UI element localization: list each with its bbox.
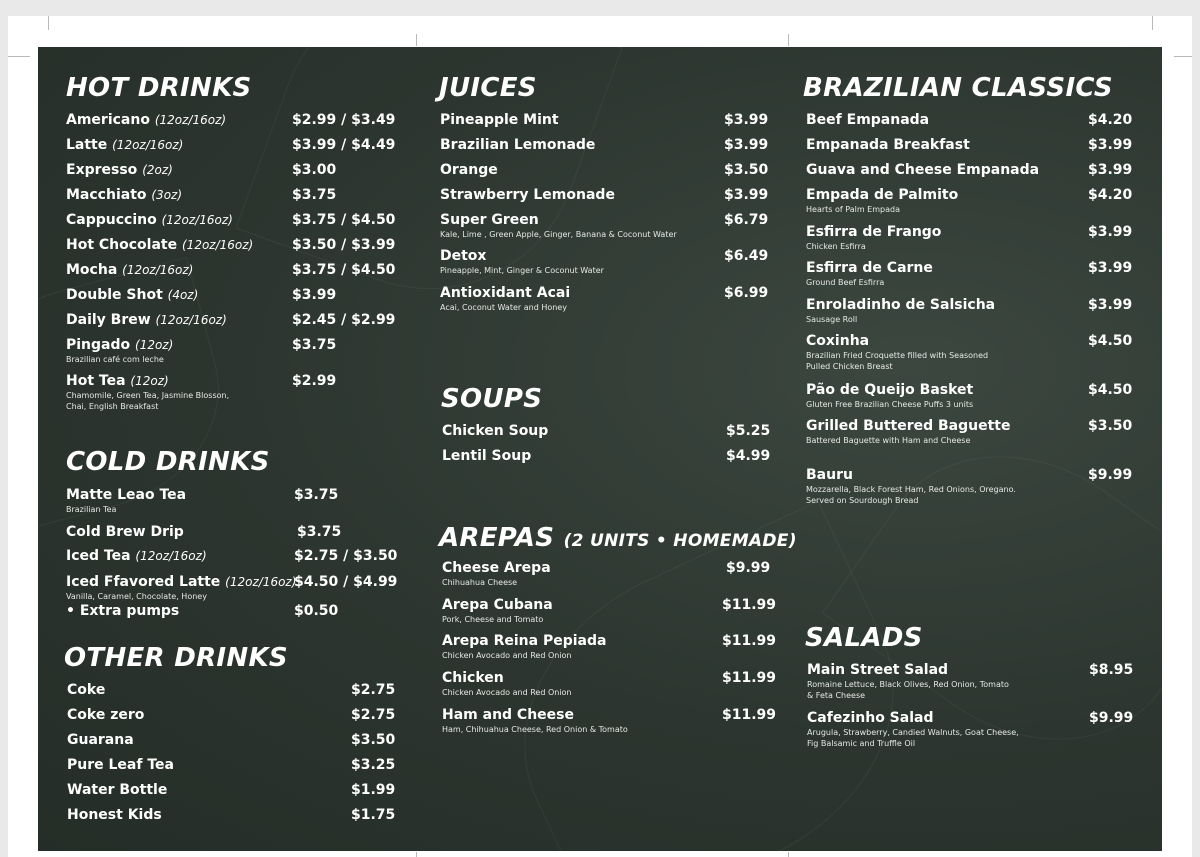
item-description: Pineapple, Mint, Ginger & Coconut Water: [440, 266, 604, 275]
item-price: $3.99: [1088, 297, 1133, 313]
crop-mark: [1152, 16, 1153, 30]
item-price: $4.50: [1088, 333, 1133, 349]
item-price: $9.99: [1089, 710, 1134, 726]
section-title: JUICES: [439, 73, 537, 103]
section-note: (2 UNITS • HOMEMADE): [563, 531, 797, 551]
item-price: $4.20: [1088, 112, 1133, 128]
item-price: $3.99: [1088, 260, 1133, 276]
item-price: $11.99: [722, 597, 777, 613]
crop-mark: [8, 56, 30, 57]
item-price: $2.75 / $3.50: [294, 548, 398, 564]
item-description: Arugula, Strawberry, Candied Walnuts, Goat Cheese, Fig Balsamic and Truffle Oil: [807, 728, 1019, 748]
section-title: SOUPS: [441, 384, 543, 414]
item-price: $1.99: [351, 782, 396, 798]
item-description: Vanilla, Caramel, Chocolate, Honey: [66, 592, 207, 601]
item-price: $9.99: [726, 560, 771, 576]
item-description: Chihuahua Cheese: [442, 578, 518, 587]
item-price: $3.00: [292, 162, 337, 178]
fold-mark: [788, 852, 789, 857]
menu-panel: HOT DRINKS Americano (12oz/16oz) $2.99 / $3.49 Latte (12oz/16oz) $3.99 / $4.49 Expresso (2oz) $3.00 Macchiato (3oz) $3.75 Cappuccino (12oz/16oz) $3.75 / $4.50 Hot Chocolate (12oz/16oz) $3.50 / $3.99 Mocha (12oz/16oz) $3.75 / $4.50 Double Shot (4oz) $3.99 Daily Brew (12oz/16oz) $2.45 / $2.99 Pingado (12oz) Brazilian café com leche $3.75 Hot Tea (12oz) Chamomile, Green Tea, Jasmine Blosson, Chai, English Breakfast $2.99 COLD DRINKS Matte Leao Tea Brazilian Tea $3.75 Cold Brew Drip $3.75 Iced Tea (12oz/16oz) $2.75 / $3.50 Iced Ffavored Latte (12oz/16oz) Vanilla, Caramel, Chocolate, Honey $4.50 / $4.99 • Extra pumps $0.50 OTHER DRINKS Coke $2.75 Coke zero $2.75 Guarana $3.50 Pure Leaf Tea $3.25 Water Bottle $1.99 Honest Kids $1.75 JUICES Pineapple Mint $3.99 Brazilian Lemonade $3.99 Orange $3.50 Strawberry Lemonade $3.99 Super Green Kale, Lime , Green Apple, Ginger, Banana & Coconut Water $6.79 Detox Pineapple, Mint, Ginger & Coconut Water $6.49 Antioxidant Acai Acai, Coconut Water and Honey $6.99 SOUPS Chicken Soup $5.25 Lentil Soup $4.99 AREPAS (2 UNITS • HOMEMADE) Cheese Arepa Chihuahua Cheese $9.99 Arepa Cubana Pork, Cheese and Tomato $11.99 Arepa Reina Pepiada Chicken Avocado and Red Onion $11.99 Chicken Chicken Avocado and Red Onion $11.99 Ham and Cheese Ham, Chihuahua Cheese, Red Onion & Tomato $11.99 BRAZILIAN CLASSICS Beef Empanada $4.20 Empanada Breakfast $3.99 Guava and Cheese Empanada $3.99 Empada de Palmito Hearts of Palm Empada $4.20 Esfirra de Frango Chicken Esfirra $3.99 Esfirra de Carne Ground Beef Esfirra $3.99 Enroladinho de Salsicha Sausage Roll $3.99 Coxinha Brazilian Fried Croquette filled with Seasoned Pulled Chicken Breast $4.50 Pão de Queijo Basket Gluten Free Brazilian Cheese Puffs 3 units $4.50 Grilled Buttered Baguette Battered Baguette with Ham and Cheese $3.50 Bauru Mozzarella, Black Forest Ham, Red Onions, Oregano. Served on Sourdough Bread $9.99 SALADS Main Street Salad Romaine Lettuce, Black Olives, Red Onion, Tomato & Feta Cheese $8.95 Cafezinho Salad Arugula, Strawberry, Candied Walnuts, Goat Cheese, Fig Balsamic and Truffle Oil $9.99: [38, 47, 1162, 851]
crop-mark: [1174, 56, 1192, 57]
item-description: Chamomile, Green Tea, Jasmine Blosson, Chai, English Breakfast: [66, 391, 230, 411]
item-price: $3.99: [724, 112, 769, 128]
item-description: Sausage Roll: [806, 315, 858, 324]
item-description: Romaine Lettuce, Black Olives, Red Onion, Tomato & Feta Cheese: [807, 680, 1009, 700]
item-price: $11.99: [722, 707, 777, 723]
section-title: SALADS: [805, 623, 923, 653]
item-price: $6.49: [724, 248, 769, 264]
item-price: $8.95: [1089, 662, 1134, 678]
item-description: Ham, Chihuahua Cheese, Red Onion & Tomato: [442, 725, 628, 734]
item-description: Pork, Cheese and Tomato: [442, 615, 544, 624]
item-price: $9.99: [1088, 467, 1133, 483]
item-price: $3.75: [292, 187, 337, 203]
item-description: Brazilian café com leche: [66, 355, 164, 364]
item-description: Brazilian Tea: [66, 505, 117, 514]
item-description: Gluten Free Brazilian Cheese Puffs 3 units: [806, 400, 974, 409]
item-price: $2.45 / $2.99: [292, 312, 396, 328]
item-price: $3.99: [292, 287, 337, 303]
item-description: Chicken Avocado and Red Onion: [442, 651, 572, 660]
item-price: $3.75 / $4.50: [292, 212, 396, 228]
fold-mark: [416, 34, 417, 46]
item-price: $3.75: [297, 524, 342, 540]
item-price: $1.75: [351, 807, 396, 823]
item-description: Battered Baguette with Ham and Cheese: [806, 436, 971, 445]
item-price: $3.75 / $4.50: [292, 262, 396, 278]
item-description: Acai, Coconut Water and Honey: [440, 303, 567, 312]
item-price: $3.50 / $3.99: [292, 237, 396, 253]
item-price: $3.99: [1088, 224, 1133, 240]
item-description: Chicken Esfirra: [806, 242, 866, 251]
item-price: $4.50: [1088, 382, 1133, 398]
item-price: $4.50 / $4.99: [294, 574, 398, 590]
item-price: $11.99: [722, 633, 777, 649]
item-price: $6.99: [724, 285, 769, 301]
item-price: $3.50: [724, 162, 769, 178]
crop-mark: [48, 16, 49, 30]
section-title: HOT DRINKS: [66, 73, 252, 103]
item-price: $3.75: [292, 337, 337, 353]
item-price: $4.99: [726, 448, 771, 464]
section-title: AREPAS (2 UNITS • HOMEMADE): [439, 523, 797, 553]
item-description: Brazilian Fried Croquette filled with Seasoned Pulled Chicken Breast: [806, 351, 989, 371]
item-price: $3.99: [724, 137, 769, 153]
section-title: OTHER DRINKS: [64, 643, 288, 673]
item-price: $3.99 / $4.49: [292, 137, 396, 153]
item-price: $3.25: [351, 757, 396, 773]
section-title: BRAZILIAN CLASSICS: [803, 73, 1113, 103]
item-price: $3.99: [724, 187, 769, 203]
item-description: Chicken Avocado and Red Onion: [442, 688, 572, 697]
item-description: Mozzarella, Black Forest Ham, Red Onions, Oregano. Served on Sourdough Bread: [806, 485, 1016, 505]
item-price: $3.75: [294, 487, 339, 503]
item-price: $6.79: [724, 212, 769, 228]
item-price: $2.99: [292, 373, 337, 389]
item-price: $4.20: [1088, 187, 1133, 203]
item-price: $5.25: [726, 423, 771, 439]
item-price: $3.50: [351, 732, 396, 748]
item-description: Ground Beef Esfirra: [806, 278, 885, 287]
section-title: COLD DRINKS: [66, 447, 270, 477]
item-price: $2.99 / $3.49: [292, 112, 396, 128]
item-price: $3.99: [1088, 162, 1133, 178]
item-price: $0.50: [294, 603, 339, 619]
item-description: Kale, Lime , Green Apple, Ginger, Banana & Coconut Water: [440, 230, 677, 239]
item-description: Hearts of Palm Empada: [806, 205, 900, 214]
fold-mark: [416, 852, 417, 857]
item-price: $11.99: [722, 670, 777, 686]
item-price: $3.50: [1088, 418, 1133, 434]
item-price: $2.75: [351, 707, 396, 723]
item-price: $3.99: [1088, 137, 1133, 153]
item-price: $2.75: [351, 682, 396, 698]
fold-mark: [788, 34, 789, 46]
